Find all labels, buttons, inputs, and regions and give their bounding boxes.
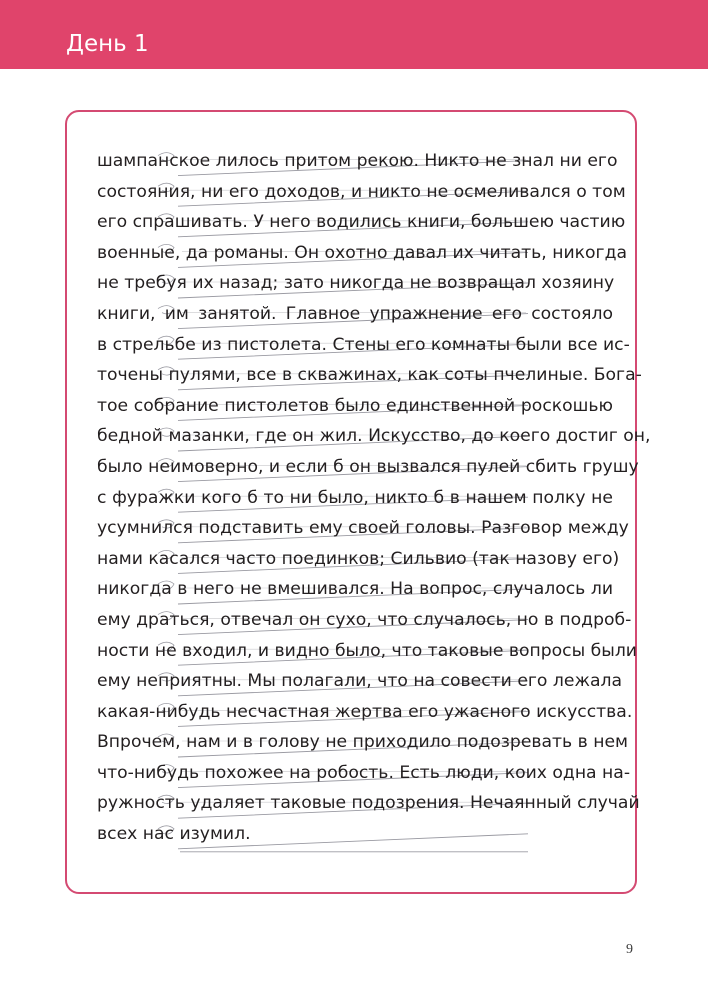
text-line: точены пулями, все в скважинах, как соты пчелиные. Бога- xyxy=(97,365,642,386)
text-line: состояния, ни его доходов, и никто не осмеливался о том xyxy=(97,181,626,202)
page-number: 9 xyxy=(626,942,633,957)
text-line: усумнился подставить ему своей головы. Разговор между xyxy=(97,518,629,539)
text-line: книги, им занятой. Главное упражнение его состояло xyxy=(97,303,613,324)
header-band xyxy=(0,0,708,69)
page-title: День 1 xyxy=(66,31,149,57)
text-line: Впрочем, нам и в голову не приходило подозревать в нем xyxy=(97,732,629,753)
text-line: ности не входил, и видно было, что таковые вопросы были xyxy=(97,640,637,661)
text-line: тое собрание пистолетов было единственной роскошью xyxy=(97,395,613,416)
text-line: бедной мазанки, где он жил. Искусство, до коего достиг он, xyxy=(97,426,651,447)
text-line: ему неприятны. Мы полагали, что на совести его лежала xyxy=(97,671,622,692)
text-line: военные, да романы. Он охотно давал их читать, никогда xyxy=(97,242,627,263)
text-body xyxy=(97,146,651,850)
text-line: не требуя их назад; зато никогда не возвращал хозяину xyxy=(97,273,615,294)
text-line: что-нибудь похожее на робость. Есть люди, коих одна на- xyxy=(97,762,631,783)
text-line: в стрельбе из пистолета. Стены его комнаты были все ис- xyxy=(97,334,630,355)
text-line: ему драться, отвечал он сухо, что случалось, но в подроб- xyxy=(97,609,632,630)
text-line: было неимоверно, и если б он вызвался пулей сбить грушу xyxy=(97,456,639,477)
text-line: с фуражки кого б то ни было, никто б в нашем полку не xyxy=(97,487,613,508)
text-line: нами касался часто поединков; Сильвио (так назову его) xyxy=(97,548,620,569)
text-line: всех нас изумил. xyxy=(97,824,251,845)
text-line: шампанское лилось притом рекою. Никто не знал ни его xyxy=(97,151,618,171)
text-line: его спрашивать. У него водились книги, большею частию xyxy=(97,212,626,233)
text-line: какая-нибудь несчастная жертва его ужасного искусства. xyxy=(97,701,633,722)
text-line: никогда в него не вмешивался. На вопрос, случалось ли xyxy=(97,579,613,600)
text-line: ружность удаляет таковые подозрения. Нечаянный случай xyxy=(97,793,640,814)
